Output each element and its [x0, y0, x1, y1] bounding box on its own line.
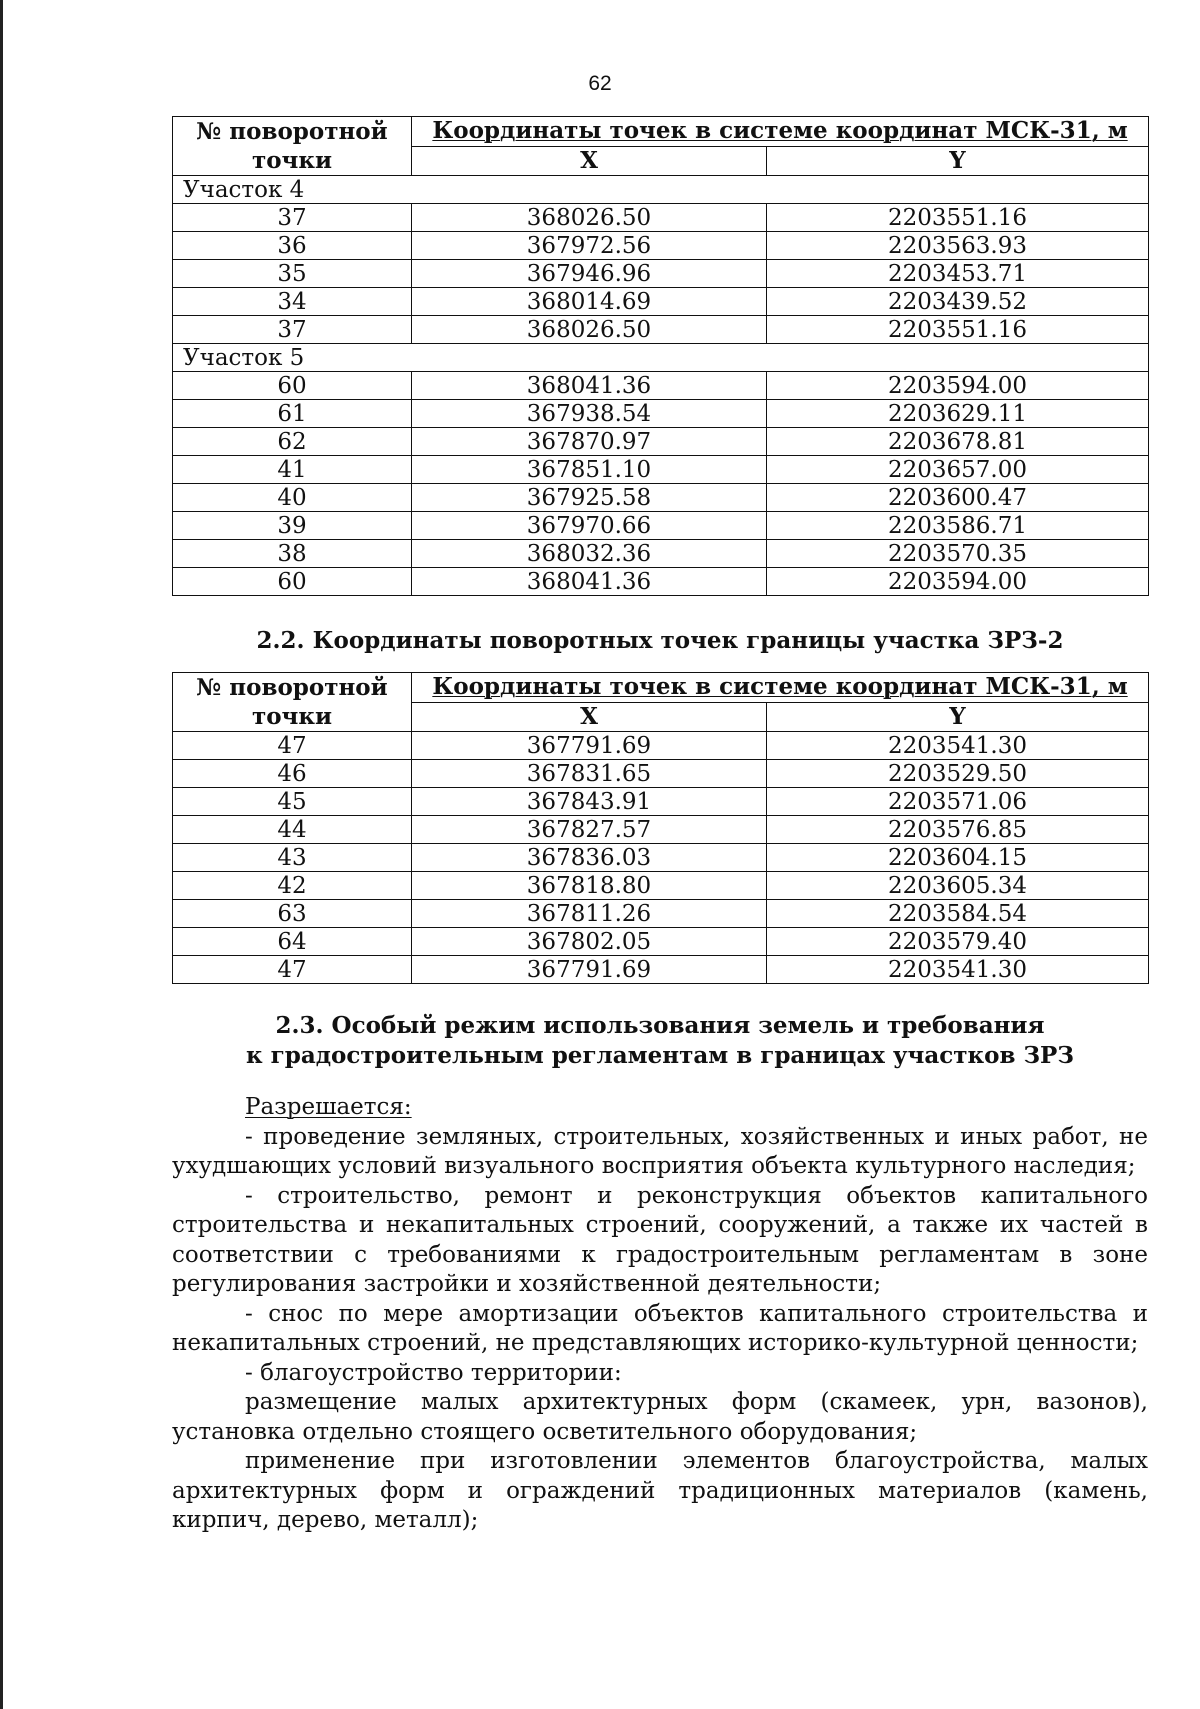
table-row: [173, 204, 1149, 232]
y-value: 2203551.16: [767, 316, 1149, 344]
table-row: [173, 232, 1149, 260]
point-number: 37: [173, 204, 412, 232]
x-value: 368014.69: [412, 288, 767, 316]
paragraph: - снос по мере амортизации объектов капитального строительства и некапитальных строений, не представляющих историко-культурной ценности;: [172, 1300, 1148, 1356]
table-row: [173, 872, 1149, 900]
table-row: [173, 732, 1149, 760]
point-number: 60: [173, 568, 412, 596]
header-y: Y: [767, 146, 1149, 176]
y-value: 2203551.16: [767, 204, 1149, 232]
x-value: 367925.58: [412, 484, 767, 512]
table-row: [173, 512, 1149, 540]
header-point-number: № поворотной точки: [173, 673, 412, 732]
y-value: 2203594.00: [767, 372, 1149, 400]
table-row: [173, 956, 1149, 984]
y-value: 2203594.00: [767, 568, 1149, 596]
x-value: 367811.26: [412, 900, 767, 928]
table-row: [173, 760, 1149, 788]
point-number: 35: [173, 260, 412, 288]
section-label: Участок 5: [173, 344, 1149, 372]
header-coordinates: Координаты точек в системе координат МСК-31, м: [412, 117, 1149, 147]
y-value: 2203584.54: [767, 900, 1149, 928]
table-2-body: [173, 732, 1149, 984]
point-number: 41: [173, 456, 412, 484]
y-value: 2203453.71: [767, 260, 1149, 288]
x-value: 367970.66: [412, 512, 767, 540]
coordinates-table-1: [172, 116, 1149, 596]
point-number: 37: [173, 316, 412, 344]
point-number: 42: [173, 872, 412, 900]
table-row: [173, 900, 1149, 928]
y-value: 2203579.40: [767, 928, 1149, 956]
header-x: X: [412, 702, 767, 732]
point-number: 47: [173, 956, 412, 984]
point-number: 46: [173, 760, 412, 788]
point-number: 36: [173, 232, 412, 260]
y-value: 2203563.93: [767, 232, 1149, 260]
document-content: [172, 116, 1148, 1536]
table-row: [173, 372, 1149, 400]
point-number: 34: [173, 288, 412, 316]
point-number: 39: [173, 512, 412, 540]
section-2-3-heading: [172, 1011, 1148, 1071]
x-value: 367827.57: [412, 816, 767, 844]
table-row: [173, 456, 1149, 484]
y-value: 2203629.11: [767, 400, 1149, 428]
point-number: 40: [173, 484, 412, 512]
section-2-3-title-line-2: к градостроительным регламентам в границах участков ЗРЗ: [246, 1042, 1074, 1069]
paragraph: - проведение земляных, строительных, хозяйственных и иных работ, не ухудшающих условий визуального восприятия объекта культурного наследия;: [172, 1123, 1148, 1179]
x-value: 367818.80: [412, 872, 767, 900]
y-value: 2203570.35: [767, 540, 1149, 568]
table-1-body: [173, 176, 1149, 596]
point-number: 47: [173, 732, 412, 760]
x-value: 367831.65: [412, 760, 767, 788]
header-point-number: № поворотной точки: [173, 117, 412, 176]
y-value: 2203605.34: [767, 872, 1149, 900]
section-label: Участок 4: [173, 176, 1149, 204]
table-row: [173, 260, 1149, 288]
table-row: [173, 540, 1149, 568]
point-number: 45: [173, 788, 412, 816]
point-number: 64: [173, 928, 412, 956]
point-number: 60: [173, 372, 412, 400]
paragraph: размещение малых архитектурных форм (скамеек, урн, вазонов), установка отдельно стоящего осветительного оборудования;: [172, 1389, 1148, 1445]
x-value: 367870.97: [412, 428, 767, 456]
table-row: [173, 400, 1149, 428]
y-value: 2203586.71: [767, 512, 1149, 540]
x-value: 367802.05: [412, 928, 767, 956]
y-value: 2203657.00: [767, 456, 1149, 484]
section-row: [173, 176, 1149, 204]
y-value: 2203604.15: [767, 844, 1149, 872]
x-value: 367972.56: [412, 232, 767, 260]
x-value: 368032.36: [412, 540, 767, 568]
point-number: 38: [173, 540, 412, 568]
y-value: 2203541.30: [767, 956, 1149, 984]
y-value: 2203571.06: [767, 788, 1149, 816]
table-row: [173, 928, 1149, 956]
y-value: 2203541.30: [767, 732, 1149, 760]
section-2-3-body: [172, 1093, 1148, 1536]
y-value: 2203576.85: [767, 816, 1149, 844]
section-row: [173, 344, 1149, 372]
section-2-2-title: 2.2. Координаты поворотных точек границы участка ЗРЗ-2: [256, 627, 1064, 654]
x-value: 368041.36: [412, 568, 767, 596]
table-row: [173, 816, 1149, 844]
x-value: 368026.50: [412, 204, 767, 232]
table-row: [173, 428, 1149, 456]
page-number-wrap: [0, 72, 1200, 96]
point-number: 61: [173, 400, 412, 428]
header-coordinates: Координаты точек в системе координат МСК-31, м: [412, 673, 1149, 703]
x-value: 367946.96: [412, 260, 767, 288]
point-number: 62: [173, 428, 412, 456]
y-value: 2203529.50: [767, 760, 1149, 788]
paragraph: применение при изготовлении элементов благоустройства, малых архитектурных форм и ограждений традиционных материалов (камень, кирпич, дерево, металл);: [172, 1448, 1148, 1533]
x-value: 368026.50: [412, 316, 767, 344]
table-row: [173, 788, 1149, 816]
point-number: 43: [173, 844, 412, 872]
point-number: 44: [173, 816, 412, 844]
table-row: [173, 288, 1149, 316]
coordinates-table-2: [172, 672, 1149, 984]
x-value: 367843.91: [412, 788, 767, 816]
header-y: Y: [767, 702, 1149, 732]
x-value: 367791.69: [412, 732, 767, 760]
x-value: 367851.10: [412, 456, 767, 484]
x-value: 367938.54: [412, 400, 767, 428]
table-row: [173, 844, 1149, 872]
table-row: [173, 484, 1149, 512]
table-row: [173, 568, 1149, 596]
table-row: [173, 316, 1149, 344]
paragraph: - строительство, ремонт и реконструкция объектов капитального строительства и некапитальных строений, сооружений, а также их частей в соответствии с требованиями к градостроительным регламентам в зоне регулирования застройки и хозяйственной деятельности;: [172, 1182, 1148, 1297]
section-2-3-title-line-1: 2.3. Особый режим использования земель и требования: [275, 1012, 1045, 1039]
scan-edge: [0, 0, 3, 1709]
header-x: X: [412, 146, 767, 176]
y-value: 2203600.47: [767, 484, 1149, 512]
x-value: 367791.69: [412, 956, 767, 984]
x-value: 368041.36: [412, 372, 767, 400]
y-value: 2203439.52: [767, 288, 1149, 316]
allowed-label: Разрешается:: [245, 1094, 412, 1120]
y-value: 2203678.81: [767, 428, 1149, 456]
paragraph: - благоустройство территории:: [245, 1359, 622, 1386]
point-number: 63: [173, 900, 412, 928]
x-value: 367836.03: [412, 844, 767, 872]
page-number: 62: [588, 72, 612, 95]
